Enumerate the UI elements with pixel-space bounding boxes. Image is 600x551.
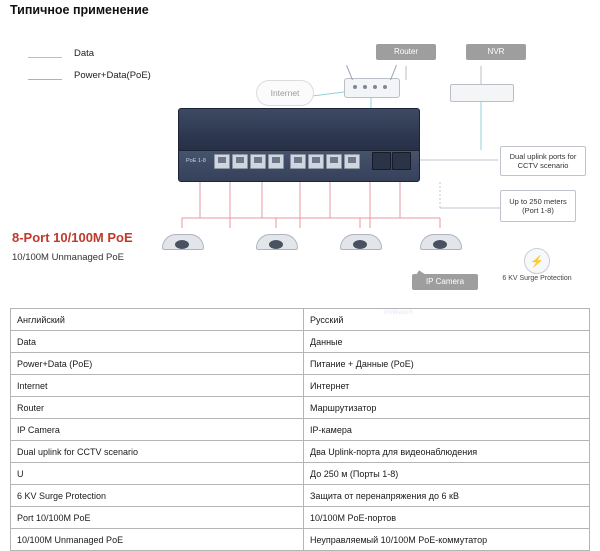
line-icon bbox=[28, 57, 62, 58]
table-cell-en: Router bbox=[11, 397, 304, 419]
page-title: Типичное применение bbox=[10, 3, 149, 17]
legend-item-data bbox=[28, 48, 178, 70]
legend-item-power-data bbox=[28, 70, 178, 92]
table-cell-en: Data bbox=[11, 331, 304, 353]
panel-label: PoE 1-8 bbox=[186, 158, 206, 164]
ip-camera-1 bbox=[162, 228, 202, 250]
table-cell-en: U bbox=[11, 463, 304, 485]
table-cell-ru: 10/100M PoE-портов bbox=[304, 507, 590, 529]
table-row bbox=[11, 463, 590, 485]
table-row bbox=[11, 419, 590, 441]
table-row bbox=[11, 441, 590, 463]
table-cell-en: Port 10/100M PoE bbox=[11, 507, 304, 529]
table-cell-ru: IP-камера bbox=[304, 419, 590, 441]
callout-dual-uplink: Dual uplink ports for CCTV scenario bbox=[500, 146, 586, 176]
switch-port-5 bbox=[290, 154, 306, 169]
table-row bbox=[11, 331, 590, 353]
switch-uplink-port-1 bbox=[372, 152, 391, 170]
router-label-box: Router bbox=[376, 44, 436, 60]
table-cell-ru: Защита от перенапряжения до 6 кВ bbox=[304, 485, 590, 507]
translation-table bbox=[10, 308, 590, 551]
switch-port-4 bbox=[268, 154, 284, 169]
table-cell-ru: Маршрутизатор bbox=[304, 397, 590, 419]
router-device bbox=[344, 78, 400, 98]
ip-camera-label-box: IP Camera bbox=[412, 274, 478, 290]
switch-port-3 bbox=[250, 154, 266, 169]
internet-cloud: Internet bbox=[256, 80, 314, 106]
callout-distance: Up to 250 meters (Port 1-8) bbox=[500, 190, 576, 222]
table-cell-en: 10/100M Unmanaged PoE bbox=[11, 529, 304, 551]
legend-label-data: Data bbox=[74, 48, 95, 59]
table-cell-en: Internet bbox=[11, 375, 304, 397]
switch-port-2 bbox=[232, 154, 248, 169]
product-title: 8-Port 10/100M PoE bbox=[12, 230, 133, 245]
ip-camera-3 bbox=[340, 228, 380, 250]
legend bbox=[28, 48, 178, 92]
table-header-english: Английский bbox=[11, 309, 304, 331]
brand-label: VIiWatch bbox=[383, 309, 413, 316]
ip-camera-2 bbox=[256, 228, 296, 250]
legend-label-power-data: Power+Data(PoE) bbox=[74, 70, 151, 81]
table-row bbox=[11, 485, 590, 507]
table-row bbox=[11, 529, 590, 551]
switch-port-7 bbox=[326, 154, 342, 169]
surge-protection-icon: ⚡ bbox=[524, 248, 550, 274]
table-cell-ru: Два Uplink-порта для видеонаблюдения bbox=[304, 441, 590, 463]
table-header-row bbox=[11, 309, 590, 331]
table-header-russian: Русский bbox=[304, 309, 590, 331]
table-cell-ru: Данные bbox=[304, 331, 590, 353]
table-cell-ru: Питание + Данные (PoE) bbox=[304, 353, 590, 375]
table-row bbox=[11, 353, 590, 375]
table-cell-en: Dual uplink for CCTV scenario bbox=[11, 441, 304, 463]
nvr-label-box: NVR bbox=[466, 44, 526, 60]
surge-protection-caption: 6 KV Surge Protection bbox=[502, 275, 572, 282]
switch-uplink-port-2 bbox=[392, 152, 411, 170]
table-cell-ru: До 250 м (Порты 1-8) bbox=[304, 463, 590, 485]
product-subtitle: 10/100M Unmanaged PoE bbox=[12, 252, 124, 263]
table-cell-ru: Неуправляемый 10/100M PoE-коммутатор bbox=[304, 529, 590, 551]
table-cell-ru: Интернет bbox=[304, 375, 590, 397]
table-cell-en: IP Camera bbox=[11, 419, 304, 441]
table-row bbox=[11, 397, 590, 419]
line-icon bbox=[28, 79, 62, 80]
ip-camera-4 bbox=[420, 228, 460, 250]
table-row bbox=[11, 375, 590, 397]
table-cell-en: Power+Data (PoE) bbox=[11, 353, 304, 375]
switch-port-6 bbox=[308, 154, 324, 169]
switch-port-8 bbox=[344, 154, 360, 169]
switch-port-1 bbox=[214, 154, 230, 169]
table-row bbox=[11, 507, 590, 529]
nvr-device bbox=[450, 84, 514, 102]
table-cell-en: 6 KV Surge Protection bbox=[11, 485, 304, 507]
